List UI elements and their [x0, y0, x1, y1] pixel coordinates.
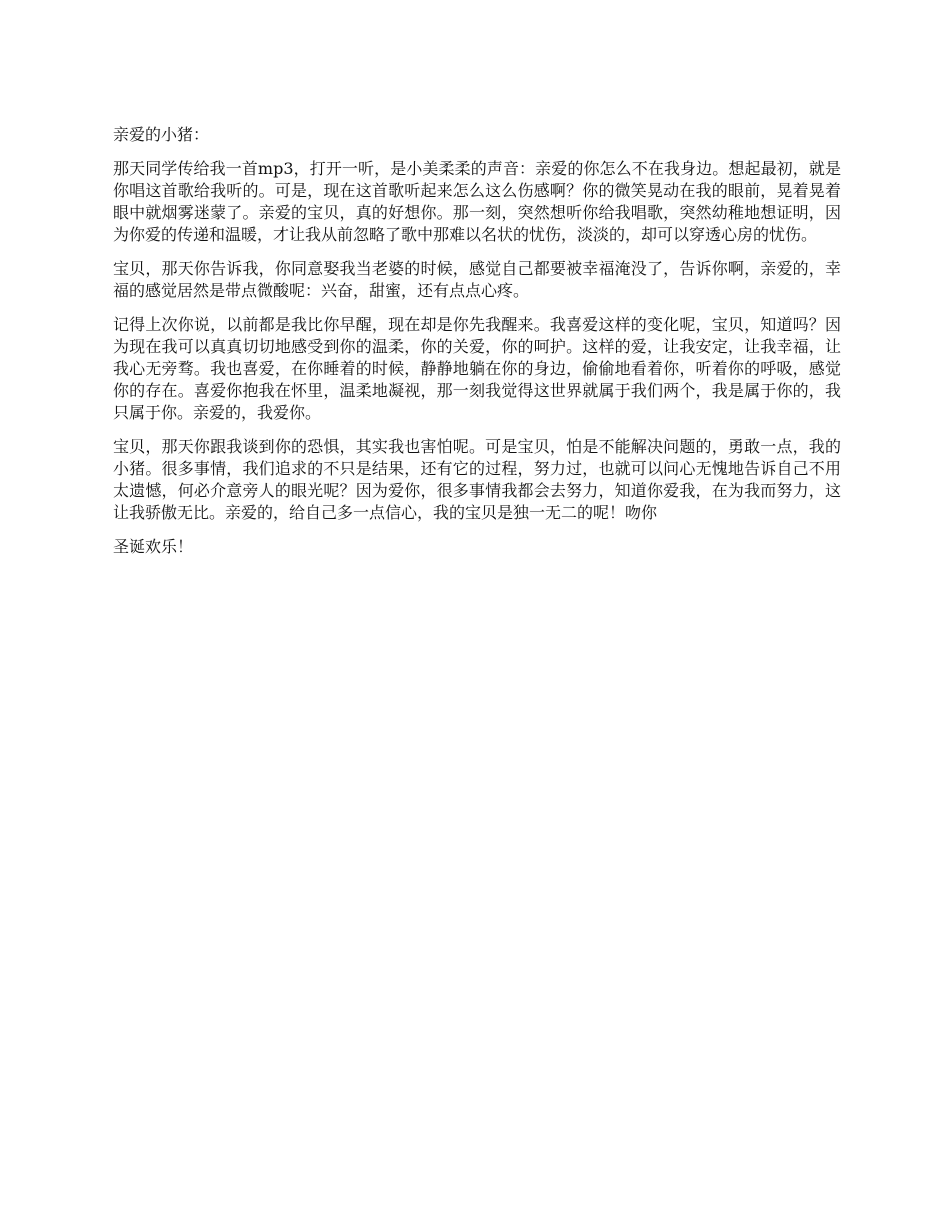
- letter-paragraph-3: 记得上次你说，以前都是我比你早醒，现在却是你先我醒来。我喜爱这样的变化呢，宝贝，知道吗？因为现在我可以真真切切地感受到你的温柔，你的关爱，你的呵护。这样的爱，让我安定，让我幸福，让我心无旁骛。我也喜爱，在你睡着的时候，静静地躺在你的身边，偷偷地看着你，听着你的呼吸，感觉你的存在。喜爱你抱我在怀里，温柔地凝视，那一刻我觉得这世界就属于我们两个，我是属于你的，我只属于你。亲爱的，我爱你。: [113, 315, 841, 422]
- letter-closing: 圣诞欢乐！: [113, 537, 194, 556]
- letter-paragraph-4: 宝贝，那天你跟我谈到你的恐惧，其实我也害怕呢。可是宝贝，怕是不能解决问题的，勇敢一点，我的小猪。很多事情，我们追求的不只是结果，还有它的过程，努力过，也就可以问心无愧地告诉自己不用太遗憾，何必介意旁人的眼光呢？因为爱你，很多事情我都会去努力，知道你爱我，在为我而努力，这让我骄傲无比。亲爱的，给自己多一点信心，我的宝贝是独一无二的呢！吻你: [113, 437, 841, 522]
- letter-salutation: 亲爱的小猪：: [113, 125, 210, 144]
- letter-paragraph-1: 那天同学传给我一首mp3，打开一听，是小美柔柔的声音：亲爱的你怎么不在我身边。想起最初，就是你唱这首歌给我听的。可是，现在这首歌听起来怎么这么伤感啊？你的微笑晃动在我的眼前，晃着晃着眼中就烟雾迷蒙了。亲爱的宝贝，真的好想你。那一刻，突然想听你给我唱歌，突然幼稚地想证明，因为你爱的传递和温暖，才让我从前忽略了歌中那难以名状的忧伤，淡淡的，却可以穿透心房的忧伤。: [113, 159, 841, 244]
- letter-body: [113, 124, 841, 570]
- letter-paragraph-2: 宝贝，那天你告诉我，你同意娶我当老婆的时候，感觉自己都要被幸福淹没了，告诉你啊，亲爱的，幸福的感觉居然是带点微酸呢：兴奋，甜蜜，还有点点心疼。: [113, 259, 841, 300]
